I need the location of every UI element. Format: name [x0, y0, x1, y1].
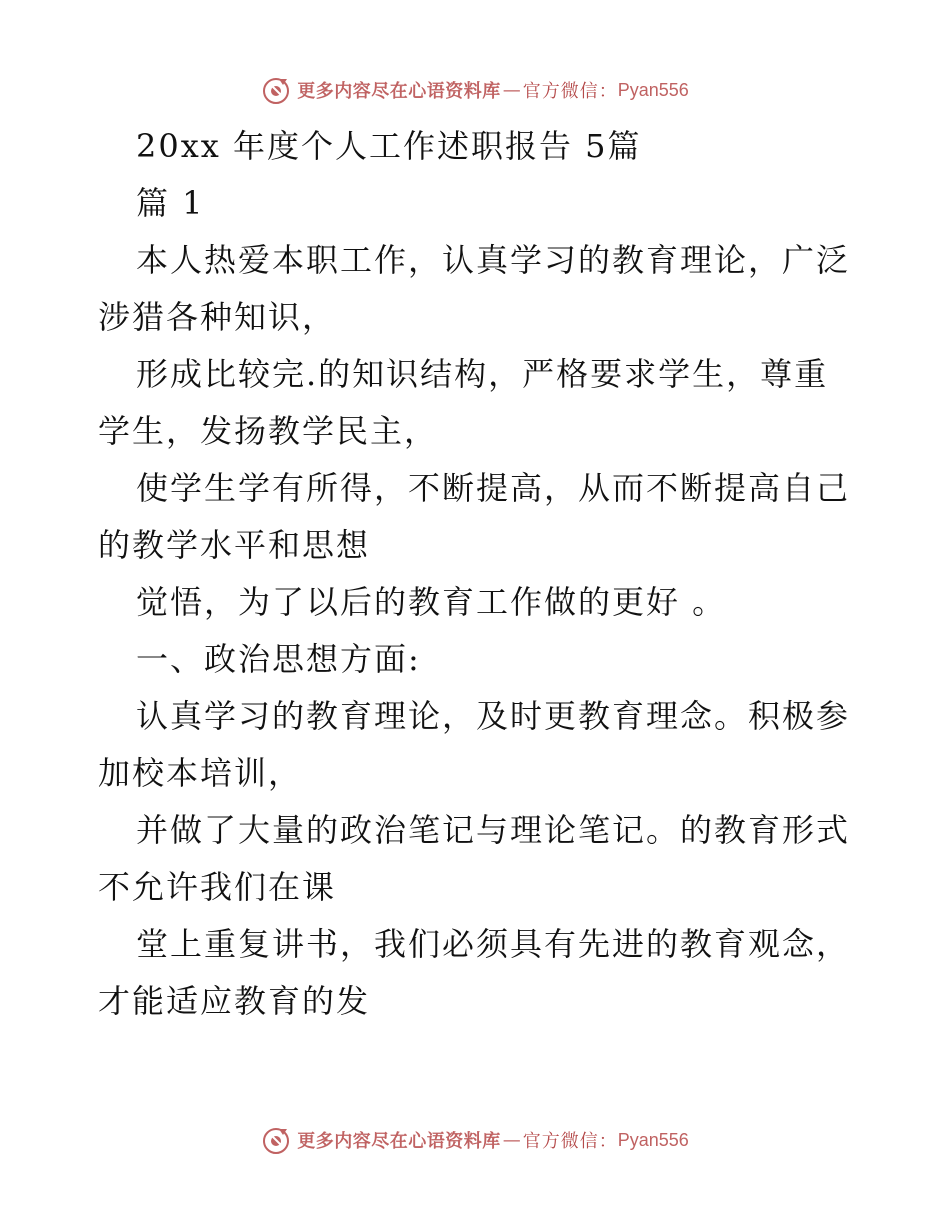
text-line: 才能适应教育的发 — [98, 982, 371, 1020]
banner-wechat-label: 官方微信： — [522, 81, 618, 102]
text-line: 本人热爱本职工作，认真学习的教育理论，广泛 — [136, 241, 851, 279]
header-watermark-banner — [0, 70, 950, 110]
text-line: 加校本培训， — [98, 754, 303, 792]
footer-watermark-banner — [0, 1120, 950, 1160]
banner-lead-text: 更多内容尽在心语资料库 — [297, 1131, 501, 1152]
text-line: 并做了大量的政治笔记与理论笔记。的教育形式 — [136, 811, 851, 849]
brand-logo-icon — [261, 1125, 291, 1155]
text-line: 的教学水平和思想 — [98, 526, 371, 564]
banner-dash: — — [502, 1129, 521, 1151]
brand-logo-icon — [261, 75, 291, 105]
banner-lead-text: 更多内容尽在心语资料库 — [297, 81, 501, 102]
text-line: 篇 1 — [136, 184, 205, 222]
banner-wechat-id: Pyan556 — [617, 1129, 689, 1150]
text-line: 堂上重复讲书，我们必须具有先进的教育观念， — [136, 925, 851, 963]
text-line: 学生，发扬教学民主， — [98, 412, 439, 450]
banner-dash: — — [502, 79, 521, 101]
section-heading: 一、政治思想方面: — [136, 640, 421, 678]
banner-wechat-id: Pyan556 — [617, 79, 689, 100]
text-line: 认真学习的教育理论，及时更教育理念。积极参 — [136, 697, 851, 735]
document-body — [98, 118, 854, 1030]
text-line: 觉悟，为了以后的教育工作做的更好 。 — [136, 583, 727, 621]
banner-wechat-label: 官方微信： — [522, 1131, 618, 1152]
document-title: 20xx 年度个人工作述职报告 5篇 — [136, 127, 642, 165]
text-line: 使学生学有所得，不断提高，从而不断提高自己 — [136, 469, 851, 507]
text-line: 不允许我们在课 — [98, 868, 337, 906]
text-line: 涉猎各种知识， — [98, 298, 337, 336]
text-line: 形成比较完.的知识结构，严格要求学生，尊重 — [136, 355, 829, 393]
